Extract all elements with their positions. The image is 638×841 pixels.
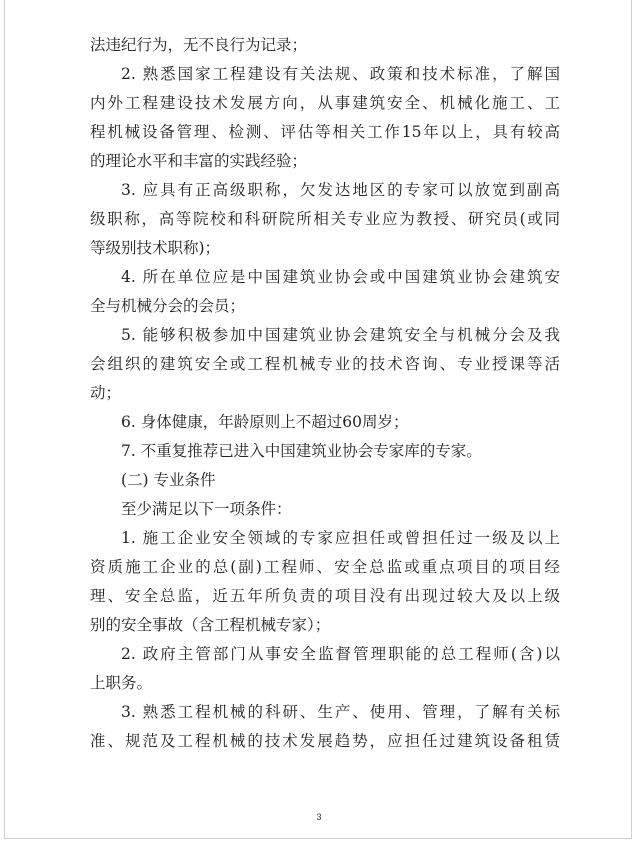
text-line: 2. 熟悉国家工程建设有关法规、政策和技术标准，了解国 [121,65,560,83]
text-line: 资质施工企业的总(副)工程师、安全总监或重点项目的项目经 [90,558,560,576]
text-line: 级职称，高等院校和科研院所相关专业应为教授、研究员(或同 [90,210,560,228]
text-line: 会组织的建筑安全或工程机械专业的技术咨询、专业授课等活 [90,355,560,373]
text-line: 的理论水平和丰富的实践经验； [90,152,308,170]
text-line: 至少满足以下一项条件： [121,500,292,518]
text-line: (二) 专业条件 [121,471,216,489]
text-line: 全与机械分会的会员； [90,297,246,315]
text-line: 5. 能够积极参加中国建筑业协会建筑安全与机械分会及我 [121,326,560,344]
text-line: 内外工程建设技术发展方向，从事建筑安全、机械化施工、工 [90,94,560,112]
text-line: 3. 熟悉工程机械的科研、生产、使用、管理，了解有关标 [121,703,560,721]
text-line: 1. 施工企业安全领域的专家应担任或曾担任过一级及以上 [121,529,560,547]
page-number: 3 [316,812,322,822]
text-line: 准、规范及工程机械的技术发展趋势，应担任过建筑设备租赁 [90,732,560,750]
text-line: 程机械设备管理、检测、评估等相关工作15年以上，具有较高 [90,123,560,141]
text-line: 上职务。 [90,674,153,692]
text-line: 理、安全总监，近五年所负责的项目没有出现过较大及以上级 [90,587,560,605]
text-line: 等级别技术职称)； [90,239,221,257]
document-body [90,31,560,756]
text-line: 2. 政府主管部门从事安全监督管理职能的总工程师(含)以 [121,645,560,663]
text-line: 别的安全事故（含工程机械专家）； [90,616,331,634]
text-line: 4. 所在单位应是中国建筑业协会或中国建筑业协会建筑安 [121,268,560,286]
text-line: 动； [90,384,122,402]
text-line: 3. 应具有正高级职称，欠发达地区的专家可以放宽到副高 [121,181,560,199]
text-line: 7. 不重复推荐已进入中国建筑业协会专家库的专家。 [121,442,482,460]
text-line: 法违纪行为，无不良行为记录； [90,36,308,54]
text-line: 6. 身体健康，年龄原则上不超过60周岁； [121,413,409,431]
